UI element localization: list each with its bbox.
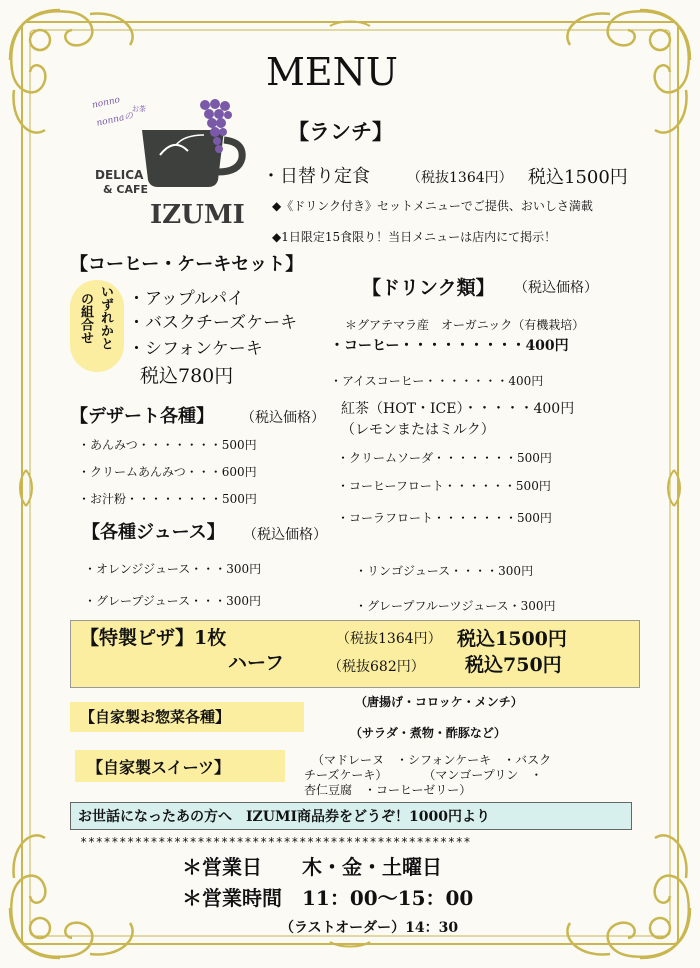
pizza-half-label: ハーフ [228, 652, 285, 674]
drink-item-6: ・コーラフロート・・・・・・・500円 [337, 511, 552, 525]
logo-tagline-3: お茶 [132, 105, 146, 113]
logo-tagline-2: nonnaの [95, 111, 135, 129]
dessert-item-3: ・お汁粉・・・・・・・・500円 [78, 492, 257, 506]
juice-heading: 【各種ジュース】 [82, 522, 225, 543]
sozai-label: 【自家製お惣菜各種】 [80, 708, 231, 726]
last-order: （ラストオーダー）14：30 [280, 920, 459, 936]
pizza-full-price-in: 税込1500円 [457, 628, 567, 650]
drink-item-1: ・アイスコーヒー・・・・・・・400円 [330, 374, 544, 388]
lunch-price-ex: （税抜1364円） [407, 170, 513, 186]
pizza-half-price-ex: （税抜682円） [328, 659, 425, 675]
combo-badge-text-2: の組合せ [78, 292, 93, 344]
sweets-line-3: 杏仁豆腐 ・コーヒーゼリー） [304, 783, 472, 797]
dessert-item-1: ・あんみつ・・・・・・・500円 [78, 438, 257, 452]
pizza-label: 【特製ピザ】1枚 [80, 627, 227, 649]
drinks-heading: 【ドリンク類】 [362, 277, 495, 299]
logo-cafe: & CAFE [103, 183, 149, 196]
star-divider: ************************************************** [80, 835, 472, 849]
sozai-line-1: （唐揚げ・コロッケ・メンチ） [355, 695, 523, 709]
drinks-origin: ＊グアテマラ産 オーガニック（有機栽培） [345, 318, 585, 332]
combo-badge-text-1: いずれかと [98, 285, 113, 350]
corner-swirl-top-right [567, 10, 690, 133]
sozai-line-2: （サラダ・煮物・酢豚など） [350, 726, 506, 740]
drink-item-4: ・クリームソーダ・・・・・・・500円 [337, 451, 552, 465]
dessert-heading: 【デザート各種】 [70, 406, 214, 427]
logo-delica: DELICA [95, 168, 144, 182]
cake-set-price: 税込780円 [140, 365, 234, 387]
pizza-half-price-in: 税込750円 [465, 654, 562, 676]
drink-item-2: 紅茶（HOT・ICE）・・・・・400円 [341, 401, 575, 417]
business-hours: ＊営業時間 11：00〜15：00 [182, 886, 474, 910]
sweets-line-1: （マドレーヌ ・シフォンケーキ ・バスク [312, 753, 552, 767]
corner-swirl-bottom-left [10, 835, 133, 958]
pizza-full-price-ex: （税抜1364円） [336, 631, 442, 647]
sweets-label: 【自家製スイーツ】 [87, 758, 231, 777]
lunch-note-1: ◆《ドリンク付き》セットメニューでご提供、おいしさ満載 [272, 199, 593, 213]
gift-text: お世話になったあの方へ IZUMI商品券をどうぞ！1000円より [78, 809, 490, 825]
juice-tax-note: （税込価格） [243, 527, 327, 543]
juice-left-2: ・グレープジュース・・・300円 [84, 594, 261, 608]
lunch-heading: 【ランチ】 [288, 119, 393, 144]
juice-left-1: ・オレンジジュース・・・300円 [84, 562, 262, 576]
drink-item-5: ・コーヒーフロート・・・・・・500円 [337, 479, 551, 493]
business-days: ＊営業日 木・金・土曜日 [182, 855, 442, 879]
corner-swirl-bottom-right [567, 835, 690, 958]
juice-right-2: ・グレープフルーツジュース・300円 [355, 599, 556, 613]
drink-item-3: （レモンまたはミルク） [341, 422, 495, 438]
logo-tagline-1: nonno [91, 95, 121, 111]
cake-item-2: ・バスクチーズケーキ [128, 313, 298, 333]
dessert-item-2: ・クリームあんみつ・・・600円 [78, 465, 257, 479]
lunch-note-2: ◆1日限定15食限り！当日メニューは店内にて掲示！ [272, 230, 557, 244]
sweets-line-2: チーズケーキ） （マンゴープリン ・ [304, 768, 543, 782]
logo-name: IZUMI [150, 200, 245, 230]
cake-set-heading: 【コーヒー・ケーキセット】 [70, 254, 304, 275]
lunch-item: ・日替り定食 [262, 166, 370, 187]
drink-coffee: ・コーヒー・・・・・・・・・400円 [330, 338, 569, 354]
juice-right-1: ・リンゴジュース・・・・300円 [355, 564, 534, 578]
cake-item-1: ・アップルパイ [128, 289, 244, 309]
drinks-tax-note: （税込価格） [514, 280, 598, 296]
dessert-tax-note: （税込価格） [241, 410, 325, 426]
cake-item-3: ・シフォンケーキ [128, 339, 263, 359]
lunch-price-in: 税込1500円 [528, 167, 628, 188]
page-title: MENU [266, 50, 398, 94]
